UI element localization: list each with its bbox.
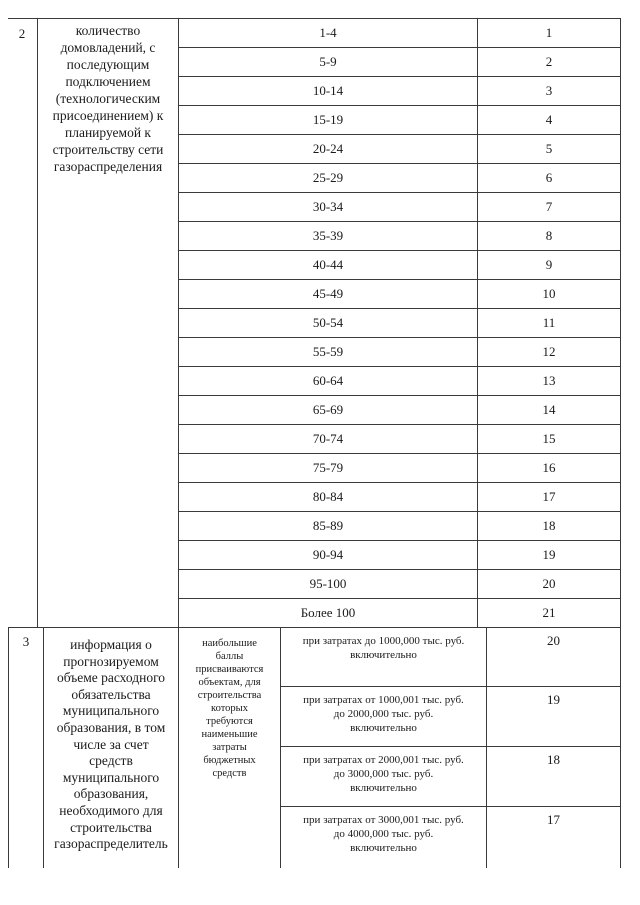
range-score: 4 <box>545 112 553 127</box>
range-score: 19 <box>542 547 556 562</box>
criterion-text: строительства <box>70 819 152 835</box>
range-row-rule <box>178 18 620 19</box>
range-label: 95-100 <box>309 576 347 591</box>
range-score: 1 <box>545 25 553 40</box>
range-row-rule <box>178 250 620 251</box>
range-row-rule <box>178 163 620 164</box>
row-top-rule <box>8 18 178 19</box>
range-row-rule <box>178 424 620 425</box>
range-label: 60-64 <box>312 373 344 388</box>
col-rule <box>8 627 9 868</box>
criterion-text: газораспределитель <box>54 836 168 852</box>
range-row-rule <box>178 76 620 77</box>
range-score: 16 <box>542 460 556 475</box>
range-label: Более 100 <box>300 605 356 620</box>
range-label: 15-19 <box>312 112 344 127</box>
condition-score: 20 <box>547 633 560 648</box>
criterion-text: домовладений, с <box>60 40 156 55</box>
criterion-note: объектам, для <box>198 677 261 688</box>
range-score: 13 <box>542 373 556 388</box>
range-score: 15 <box>542 431 556 446</box>
condition-text: при затратах от 1000,001 тыс. руб. <box>303 694 464 706</box>
range-label: 25-29 <box>312 170 344 185</box>
criterion-text: образования, в том <box>56 720 166 735</box>
range-label: 80-84 <box>312 489 344 504</box>
range-label: 35-39 <box>312 228 344 243</box>
range-label: 1-4 <box>319 25 337 40</box>
condition-text: до 4000,000 тыс. руб. <box>333 828 434 840</box>
criterion-text: муниципального <box>62 769 160 785</box>
col-rule <box>178 18 179 627</box>
range-label: 70-74 <box>312 431 344 446</box>
range-score: 8 <box>545 228 553 243</box>
range-row-rule <box>178 105 620 106</box>
criterion-text: информация о <box>70 637 152 652</box>
col-rule <box>486 627 487 868</box>
col-rule <box>280 627 281 868</box>
criterion-text: газораспределения <box>53 159 163 174</box>
range-row-rule <box>178 47 620 48</box>
range-row-rule <box>178 540 620 541</box>
criterion-text: планируемой к <box>65 125 151 140</box>
condition-text: до 2000,000 тыс. руб. <box>333 708 434 720</box>
criterion-text: образования, <box>73 786 149 802</box>
condition-text: включительно <box>350 722 417 734</box>
criterion-text: присоединением) к <box>52 108 164 123</box>
condition-row-rule <box>280 746 620 747</box>
range-score: 10 <box>542 286 556 301</box>
row-number: 2 <box>18 26 26 41</box>
criterion-text: строительству сети <box>52 142 164 157</box>
condition-text: включительно <box>350 649 417 661</box>
col-rule <box>620 627 621 868</box>
range-label: 75-79 <box>312 460 344 475</box>
col-rule <box>620 18 621 627</box>
range-label: 90-94 <box>312 547 344 562</box>
range-label: 30-34 <box>312 199 344 214</box>
criterion-text: средств <box>89 753 133 769</box>
criterion-text: прогнозируемом <box>63 653 159 669</box>
condition-text: до 3000,000 тыс. руб. <box>333 768 434 780</box>
condition-text: при затратах до 1000,000 тыс. руб. <box>302 635 465 647</box>
condition-score: 19 <box>547 692 560 707</box>
range-label: 45-49 <box>312 286 344 301</box>
criterion-note: бюджетных <box>203 755 256 766</box>
range-row-rule <box>178 453 620 454</box>
condition-row-rule <box>280 806 620 807</box>
range-score: 17 <box>542 489 556 504</box>
range-score: 20 <box>542 576 556 591</box>
criterion-note: наибольшие <box>202 638 257 649</box>
criterion-text: последующим <box>66 57 150 72</box>
criterion-text: муниципального <box>62 703 160 719</box>
range-score: 6 <box>545 170 553 185</box>
range-row-rule <box>178 337 620 338</box>
range-row-rule <box>178 308 620 309</box>
range-label: 10-14 <box>312 83 344 98</box>
range-label: 20-24 <box>312 141 344 156</box>
range-row-rule <box>178 221 620 222</box>
condition-score: 17 <box>547 812 560 827</box>
criterion-text: подключением <box>65 74 151 89</box>
condition-text: включительно <box>350 842 417 854</box>
condition-score: 18 <box>547 752 560 767</box>
range-score: 7 <box>545 199 553 214</box>
criterion-note: баллы <box>215 651 244 662</box>
col-rule <box>37 18 38 627</box>
range-row-rule <box>178 192 620 193</box>
range-label: 50-54 <box>312 315 344 330</box>
range-row-rule <box>178 511 620 512</box>
range-row-rule <box>178 482 620 483</box>
range-label: 40-44 <box>312 257 344 272</box>
criterion-note: которых <box>211 703 248 714</box>
condition-row-rule <box>280 686 620 687</box>
range-row-rule <box>178 279 620 280</box>
col-rule <box>477 18 478 627</box>
criterion-note: средств <box>212 768 247 779</box>
range-score: 3 <box>545 83 553 98</box>
criterion-note: строительства <box>197 690 262 701</box>
range-row-rule <box>178 366 620 367</box>
col-rule <box>43 627 44 868</box>
range-score: 14 <box>542 402 556 417</box>
criterion-text: обязательства <box>71 686 151 702</box>
criterion-text: количество <box>75 23 141 38</box>
range-score: 12 <box>542 344 556 359</box>
range-score: 21 <box>542 605 556 620</box>
range-score: 9 <box>545 257 553 272</box>
col-rule <box>178 627 179 868</box>
range-row-rule <box>178 569 620 570</box>
range-score: 11 <box>542 315 556 330</box>
condition-text: при затратах от 3000,001 тыс. руб. <box>303 814 464 826</box>
condition-text: включительно <box>350 782 417 794</box>
criterion-note: требуются <box>206 716 253 727</box>
range-label: 85-89 <box>312 518 344 533</box>
criterion-note: присваиваются <box>195 664 264 675</box>
range-score: 5 <box>545 141 553 156</box>
range-row-rule <box>178 598 620 599</box>
range-score: 2 <box>545 54 553 69</box>
row-number: 3 <box>22 634 30 649</box>
row-top-rule <box>8 627 620 628</box>
criterion-note: затраты <box>212 742 247 753</box>
criterion-text: (технологическим <box>55 91 161 106</box>
range-score: 18 <box>542 518 556 533</box>
criterion-text: объеме расходного <box>56 670 166 686</box>
criterion-text: числе за счет <box>73 736 149 752</box>
range-label: 55-59 <box>312 344 344 359</box>
range-row-rule <box>178 134 620 135</box>
criterion-note: наименьшие <box>201 729 258 740</box>
criterion-text: необходимого для <box>59 803 163 818</box>
range-row-rule <box>178 395 620 396</box>
range-label: 65-69 <box>312 402 344 417</box>
condition-text: при затратах от 2000,001 тыс. руб. <box>303 754 464 766</box>
range-label: 5-9 <box>319 54 337 69</box>
